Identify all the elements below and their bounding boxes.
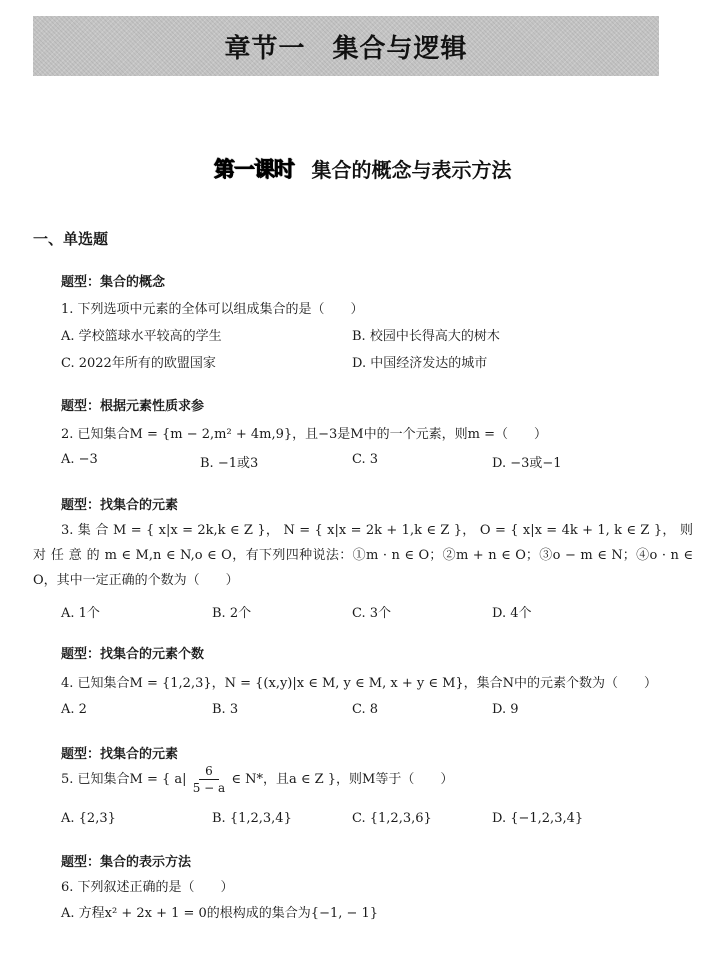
question-4-stem: 4. 已知集合M = {1,2,3}，N = {(x,y)|x ∈ M, y ∈ M, x + y ∈ M}，集合N中的元素个数为（ ） bbox=[61, 676, 658, 691]
q5-fraction-numerator: 6 bbox=[199, 764, 219, 780]
q3-option-b: B. 2个 bbox=[212, 606, 252, 621]
lesson-title: 集合的概念与表示方法 bbox=[311, 157, 512, 182]
q2-option-d: D. −3或−1 bbox=[492, 456, 562, 471]
question-3-stem: 3. 集 合 M = { x|x = 2k,k ∈ Z }， N = { x|x = 2k + 1,k ∈ Z }， O = { x|x = 4k + 1, k ∈ Z }， 则 对 任 意 的 m ∈ M,n ∈ N,o ∈ O，有下列四种说法：①m · n ∈ O；②m + n ∈ O；③o − m ∈ N；④o · n ∈ O，其中一定正确的个数为（ ） bbox=[33, 523, 693, 588]
q2-option-b: B. −1或3 bbox=[200, 456, 259, 471]
q1-option-a: A. 学校篮球水平较高的学生 bbox=[61, 329, 222, 344]
chapter-banner bbox=[33, 16, 659, 76]
q1-option-c: C. 2022年所有的欧盟国家 bbox=[61, 356, 216, 371]
q5-option-c: C. {1,2,3,6} bbox=[352, 811, 432, 826]
q5-stem-end: ∈ N*，且a ∈ Z }，则M等于（ ） bbox=[231, 772, 454, 787]
q5-fraction bbox=[193, 764, 225, 795]
section-title: 一、单选题 bbox=[33, 230, 109, 248]
question-type-4: 题型：找集合的元素个数 bbox=[61, 647, 205, 662]
question-1-stem: 1. 下列选项中元素的全体可以组成集合的是（ ） bbox=[61, 302, 364, 317]
q4-option-b: B. 3 bbox=[212, 702, 239, 717]
q3-option-c: C. 3个 bbox=[352, 606, 392, 621]
chapter-title: 章节一 集合与逻辑 bbox=[224, 33, 468, 64]
q3-option-a: A. 1个 bbox=[61, 606, 100, 621]
q5-option-d: D. {−1,2,3,4} bbox=[492, 811, 584, 826]
q4-option-c: C. 8 bbox=[352, 702, 379, 717]
q4-option-d: D. 9 bbox=[492, 702, 519, 717]
question-type-3: 题型：找集合的元素 bbox=[61, 498, 179, 513]
q1-option-b: B. 校园中长得高大的树木 bbox=[352, 329, 500, 344]
question-type-6: 题型：集合的表示方法 bbox=[61, 855, 192, 870]
q2-option-c: C. 3 bbox=[352, 452, 379, 467]
question-type-2: 题型：根据元素性质求参 bbox=[61, 399, 205, 414]
q5-stem-start: 5. 已知集合M = { a| bbox=[61, 772, 187, 787]
q6-option-a: A. 方程x² + 2x + 1 = 0的根构成的集合为{−1, − 1} bbox=[61, 906, 379, 921]
question-2-stem: 2. 已知集合M = {m − 2,m² + 4m,9}，且−3是M中的一个元素，则m =（ ） bbox=[61, 427, 547, 442]
lesson-heading bbox=[0, 153, 725, 183]
q2-option-a: A. −3 bbox=[61, 452, 98, 467]
question-type-1: 题型：集合的概念 bbox=[61, 275, 166, 290]
q3-option-d: D. 4个 bbox=[492, 606, 532, 621]
lesson-tag: 第一课时 bbox=[213, 156, 294, 181]
question-type-5: 题型：找集合的元素 bbox=[61, 747, 179, 762]
q5-option-a: A. {2,3} bbox=[61, 811, 116, 826]
question-5-stem bbox=[61, 764, 453, 795]
q5-option-b: B. {1,2,3,4} bbox=[212, 811, 292, 826]
question-6-stem: 6. 下列叙述正确的是（ ） bbox=[61, 880, 234, 895]
q4-option-a: A. 2 bbox=[61, 702, 87, 717]
q5-fraction-denominator: 5 − a bbox=[192, 781, 226, 795]
q1-option-d: D. 中国经济发达的城市 bbox=[352, 356, 488, 371]
